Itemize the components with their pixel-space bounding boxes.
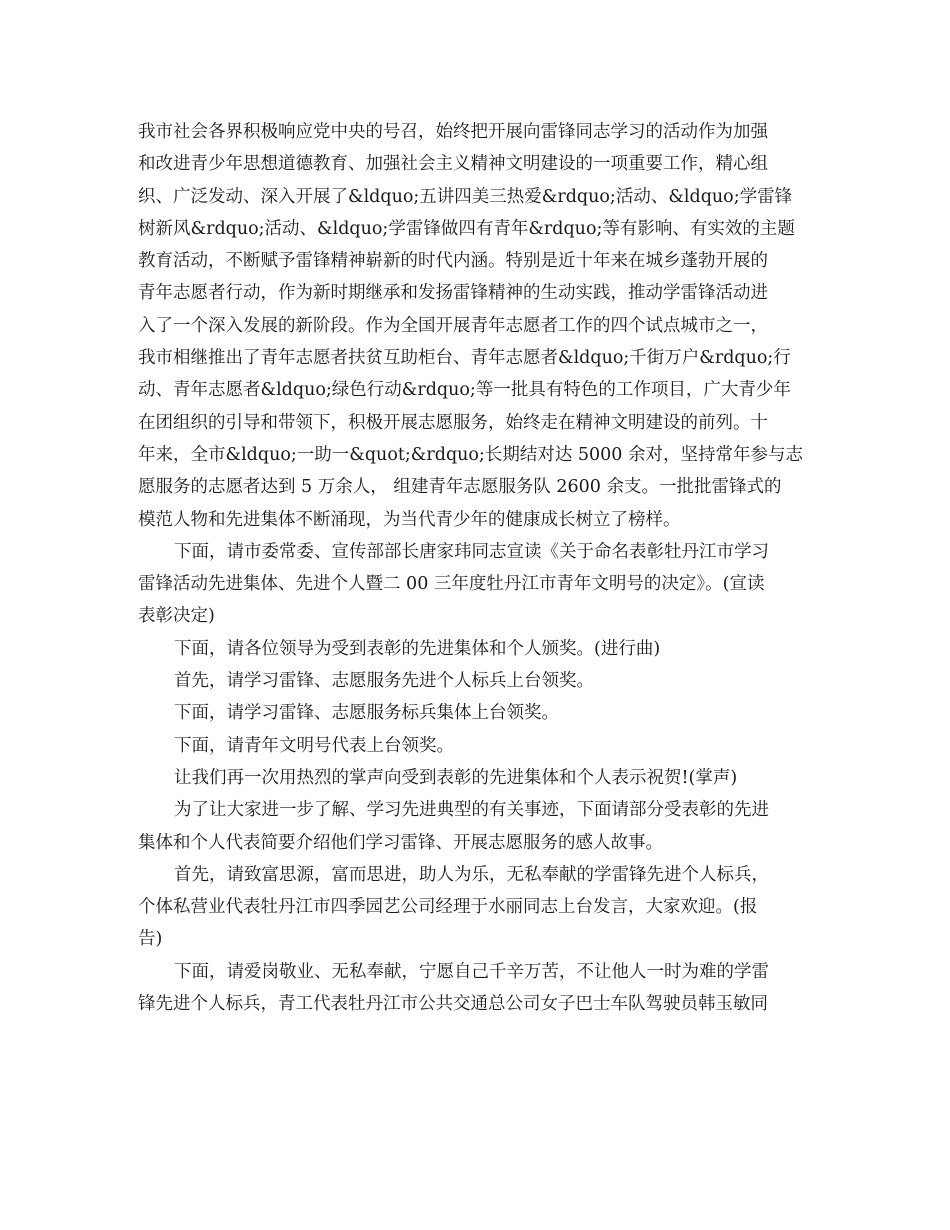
text-line: 雷锋活动先进集体、先进个人暨二 00 三年度牡丹江市青年文明号的决定》。(宣读 — [138, 574, 765, 595]
text-line: 下面，请爱岗敬业、无私奉献，宁愿自己千辛万苦，不让他人一时为难的学雷 — [174, 961, 769, 982]
text-line: 我市社会各界积极响应党中央的号召，始终把开展向雷锋同志学习的活动作为加强 — [138, 122, 768, 142]
text-line: 织、广泛发动、深入开展了&ldquo;五讲四美三热爱&rdquo;活动、&ldquo;学雷锋 — [138, 186, 793, 207]
text-line: 下面，请学习雷锋、志愿服务标兵集体上台领奖。 — [174, 703, 559, 724]
text-line: 下面，请各位领导为受到表彰的先进集体和个人颁奖。(进行曲) — [174, 638, 661, 659]
text-line: 我市相继推出了青年志愿者扶贫互助柜台、青年志愿者&ldquo;千街万户&rdquo;行 — [138, 348, 791, 369]
text-line: 集体和个人代表简要介绍他们学习雷锋、开展志愿服务的感人故事。 — [138, 832, 663, 853]
text-line: 年来，全市&ldquo;一助一&quot;&rdquo;长期结对达 5000 余对，坚持常年参与志 — [138, 444, 804, 465]
text-line: 为了让大家进一步了解、学习先进典型的有关事迹，下面请部分受表彰的先进 — [174, 800, 769, 821]
text-line: 愿服务的志愿者达到 5 万余人， 组建青年志愿服务队 2600 余支。一批批雷锋式的 — [138, 477, 782, 498]
text-line: 在团组织的引导和带领下，积极开展志愿服务，始终走在精神文明建设的前列。十 — [138, 412, 768, 433]
text-line: 表彰决定) — [138, 606, 215, 627]
text-line: 锋先进个人标兵，青工代表牡丹江市公共交通总公司女子巴士车队驾驶员韩玉敏同 — [138, 994, 768, 1015]
text-line: 首先，请学习雷锋、志愿服务先进个人标兵上台领奖。 — [174, 671, 594, 692]
text-line: 入了一个深入发展的新阶段。作为全国开展青年志愿者工作的四个试点城市之一， — [138, 315, 768, 336]
text-line: 下面，请市委常委、宣传部部长唐家玮同志宣读《关于命名表彰牡丹江市学习 — [174, 541, 769, 562]
document-body — [138, 116, 818, 1020]
text-line: 和改进青少年思想道德教育、加强社会主义精神文明建设的一项重要工作，精心组 — [138, 154, 768, 175]
text-line: 动、青年志愿者&ldquo;绿色行动&rdquo;等一批具有特色的工作项目，广大青少年 — [138, 380, 791, 401]
text-line: 首先，请致富思源，富而思进，助人为乐，无私奉献的学雷锋先进个人标兵， — [174, 864, 769, 885]
text-line: 模范人物和先进集体不断涌现，为当代青少年的健康成长树立了榜样。 — [138, 509, 681, 530]
text-line: 个体私营业代表牡丹江市四季园艺公司经理于水丽同志上台发言，大家欢迎。(报 — [138, 897, 758, 918]
text-line: 下面，请青年文明号代表上台领奖。 — [174, 735, 454, 756]
text-line: 青年志愿者行动，作为新时期继承和发扬雷锋精神的生动实践，推动学雷锋活动进 — [138, 283, 768, 304]
text-line: 告) — [138, 929, 163, 950]
text-line: 树新风&rdquo;活动、&ldquo;学雷锋做四有青年&rdquo;等有影响、有实效的主题 — [138, 218, 795, 239]
text-line: 让我们再一次用热烈的掌声向受到表彰的先进集体和个人表示祝贺!(掌声) — [174, 767, 738, 788]
text-line: 教育活动，不断赋予雷锋精神崭新的时代内涵。特别是近十年来在城乡蓬勃开展的 — [138, 251, 768, 272]
